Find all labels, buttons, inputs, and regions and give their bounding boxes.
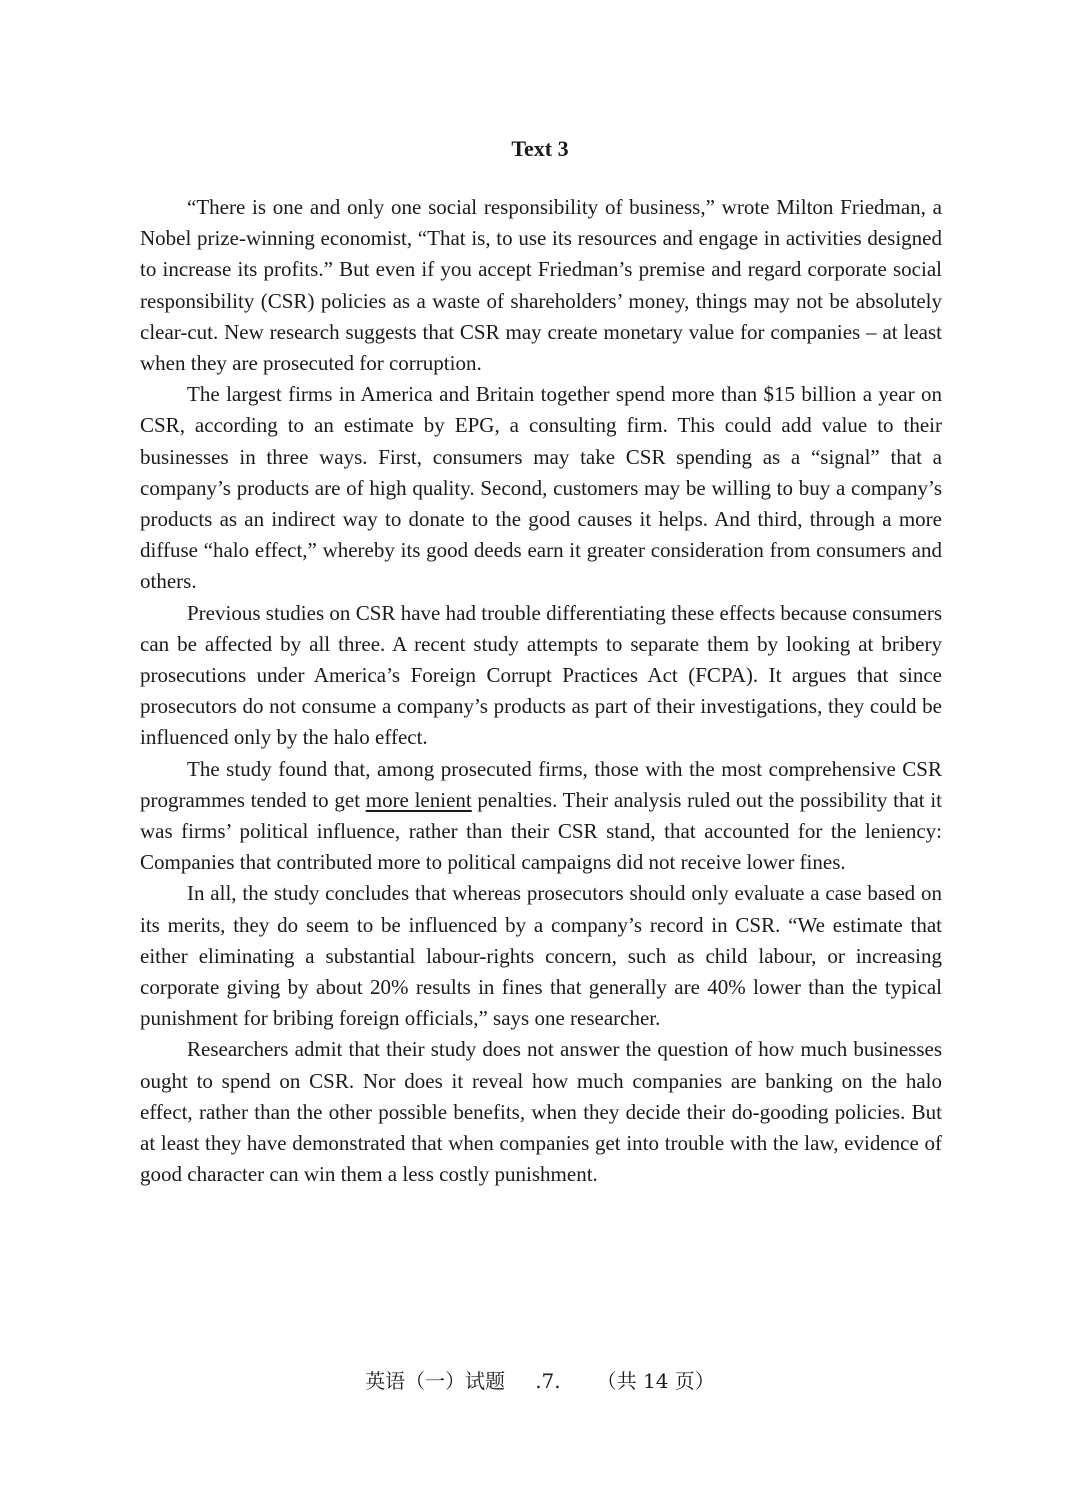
paragraph-3: Previous studies on CSR have had trouble differentiating these effects because consumers can be affected by all three. A recent study attempts to separate them by looking at bribery prosecutions under America’s Foreign Corrupt Practices Act (FCPA). It argues that since prosecutors do not consume a company’s products as part of their investigations, they could be influenced only by the halo effect. bbox=[140, 600, 942, 750]
paragraph-4 bbox=[140, 754, 942, 879]
paragraph-5: In all, the study concludes that whereas prosecutors should only evaluate a case based on its merits, they do seem to be influenced by a company’s record in CSR. “We estimate that either eliminating a substantial labour-rights concern, such as child labour, or increasing corporate giving by about 20% results in fines that generally are 40% lower than the typical punishment for bribing foreign officials,” says one researcher. bbox=[140, 881, 942, 1031]
paragraph-1: “There is one and only one social responsibility of business,” wrote Milton Friedman, a Nobel prize-winning economist, “That is, to use its resources and engage in activities designed to increase its profits.” But even if you accept Friedman’s premise and regard corporate social responsibility (CSR) policies as a waste of shareholders’ money, things may not be absolutely clear-cut. New research suggests that CSR may create monetary value for companies – at least when they are prosecuted for corruption. bbox=[140, 195, 942, 376]
footer-page-number: .7. bbox=[535, 1369, 561, 1393]
footer-exam-name: 英语（一）试题 bbox=[365, 1369, 506, 1393]
paragraph-4-before: The study found that, among prosecuted firms, those with the most comprehensive CSR programmes tended to get bbox=[140, 756, 942, 812]
underlined-phrase: more lenient bbox=[365, 787, 472, 812]
paragraph-6: Researchers admit that their study does not answer the question of how much businesses ought to spend on CSR. Nor does it reveal how much companies are banking on the halo effect, rather than the other possible benefits, when they decide their do-gooding policies. But at least they have demonstrated that when companies get into trouble with the law, evidence of good character can win them a less costly punishment. bbox=[140, 1037, 942, 1187]
page-footer bbox=[0, 1366, 1080, 1396]
paragraph-4-after: penalties. Their analysis ruled out the possibility that it was firms’ political influence, rather than their CSR stand, that accounted for the leniency: Companies that contributed more to political campaigns did not receive lower fines. bbox=[140, 787, 942, 875]
section-title: Text 3 bbox=[511, 136, 569, 161]
passage-body bbox=[140, 192, 942, 1191]
footer-total-pages: （共 14 页） bbox=[596, 1369, 715, 1393]
paragraph-2: The largest firms in America and Britain together spend more than $15 billion a year on CSR, according to an estimate by EPG, a consulting firm. This could add value to their businesses in three ways. First, consumers may take CSR spending as a “signal” that a company’s products are of high quality. Second, customers may be willing to buy a company’s products as an indirect way to donate to the good causes it helps. And third, through a more diffuse “halo effect,” whereby its good deeds earn it greater consideration from consumers and others. bbox=[140, 382, 942, 594]
